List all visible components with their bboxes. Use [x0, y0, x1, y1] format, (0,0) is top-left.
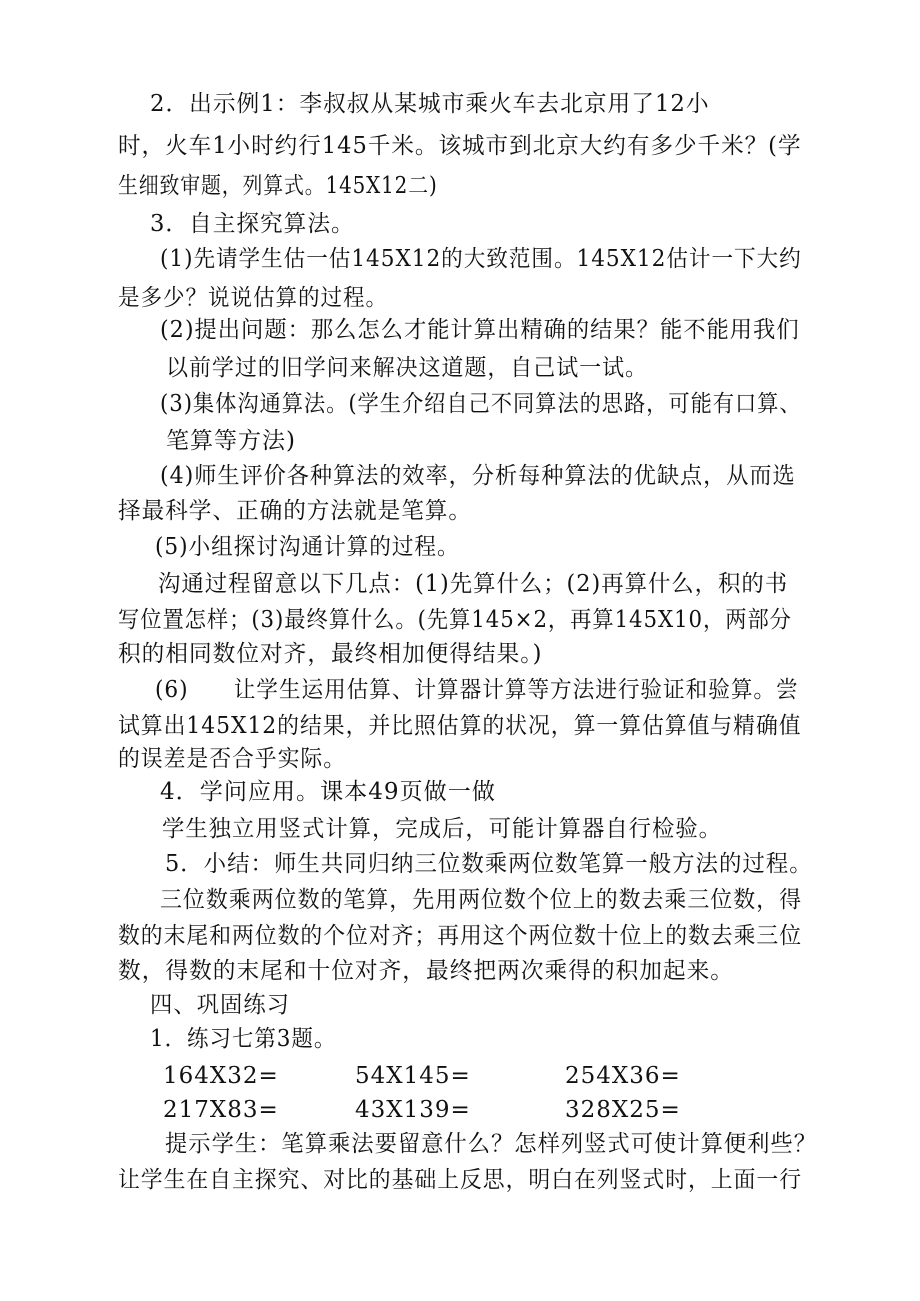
text-line: 沟通过程留意以下几点：(1)先算什么；(2)再算什么，积的书 [158, 571, 789, 597]
text-line: 数，得数的末尾和十位对齐，最终把两次乘得的积加起来。 [118, 958, 734, 984]
text-line: 笔算等方法) [166, 428, 296, 454]
text-line: (3)集体沟通算法。(学生介绍自己不同算法的思路，可能有口算、 [160, 391, 802, 417]
text-line: (4)师生评价各种算法的效率，分析每种算法的优缺点，从而选 [160, 463, 796, 489]
text-line: (1)先请学生估一估145X12的大致范围。145X12估计一下大约 [160, 246, 802, 272]
text-line: 3．自主探究算法。 [150, 211, 355, 237]
exercise-item: 254X36= [565, 1063, 681, 1089]
text-line: 学生独立用竖式计算，完成后，可能计算器自行检验。 [162, 816, 722, 842]
text-line: 数的末尾和两位数的个位对齐；再用这个两位数十位上的数去乘三位 [118, 923, 802, 949]
text-line: 以前学过的旧学问来解决这道题，自己试一试。 [166, 355, 648, 381]
exercise-item: 217X83= [163, 1097, 279, 1123]
section-heading: 四、巩固练习 [150, 992, 290, 1018]
exercise-item: 164X32= [163, 1063, 279, 1089]
text-line: 择最科学、正确的方法就是笔算。 [118, 498, 472, 524]
exercise-item: 43X139= [355, 1097, 471, 1123]
text-line: 三位数乘两位数的笔算，先用两位数个位上的数去乘三位数，得 [160, 887, 802, 913]
text-line: (2)提出问题：那么怎么才能计算出精确的结果？能不能用我们 [160, 317, 800, 343]
text-line: 提示学生：笔算乘法要留意什么？怎样列竖式可使计算便利些？ [165, 1131, 817, 1157]
text-line: 积的相同数位对齐，最终相加便得结果。) [118, 641, 543, 667]
text-line: (6) 让学生运用估算、计算器计算等方法进行验证和验算。尝 [155, 677, 799, 703]
text-line: 5．小结：师生共同归纳三位数乘两位数笔算一般方法的过程。 [165, 851, 813, 877]
text-line: 4．学问应用。课本49页做一做 [160, 779, 496, 805]
exercise-item: 54X145= [355, 1063, 471, 1089]
text-line: 让学生在自主探究、对比的基础上反思，明白在列竖式时，上面一行 [118, 1167, 802, 1193]
text-line: 写位置怎样；(3)最终算什么。(先算145×2，再算145X10，两部分 [118, 607, 792, 633]
text-line: 1．练习七第3题。 [150, 1026, 337, 1052]
text-line: 的误差是否合乎实际。 [118, 746, 346, 772]
exercise-item: 328X25= [565, 1097, 681, 1123]
text-line: 时，火车1小时约行145千米。该城市到北京大约有多少千米？(学 [118, 133, 802, 159]
text-line: 2．出示例1：李叔叔从某城市乘火车去北京用了12小 [150, 91, 710, 117]
text-line: 是多少？说说估算的过程。 [118, 285, 388, 311]
text-line: (5)小组探讨沟通计算的过程。 [155, 534, 460, 560]
text-line: 试算出145X12的结果，并比照估算的状况，算一算估算值与精确值 [118, 713, 802, 739]
text-line: 生细致审题，列算式。145X12二) [118, 173, 438, 199]
